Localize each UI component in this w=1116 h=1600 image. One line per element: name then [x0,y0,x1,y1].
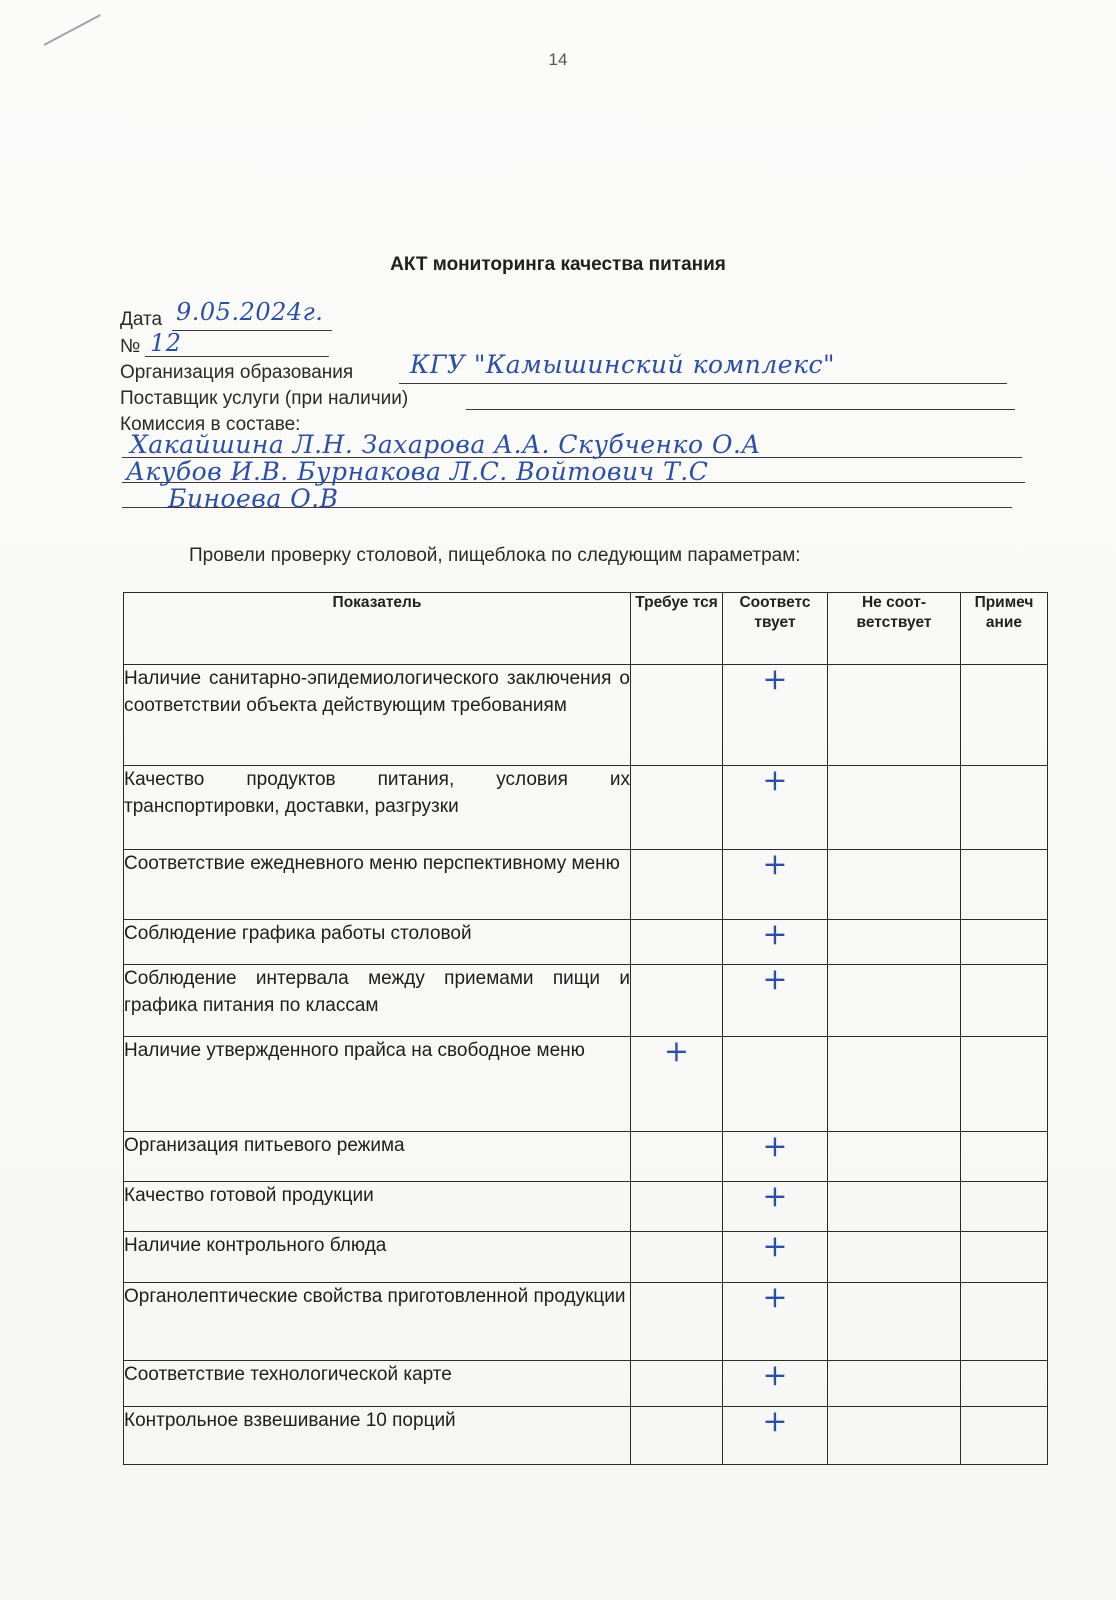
organization-label: Организация образования [120,362,354,383]
table-row [124,1132,1048,1182]
commission-line-2: Акубов И.В. Бурнакова Л.С. Войтович Т.С [126,457,709,486]
commission-line-3: Биноева О.В [168,484,339,513]
required-cell [631,1283,723,1361]
compliant-cell [723,1358,828,1407]
table-row [124,850,1048,920]
table-row [124,665,1048,766]
indicator-cell: Соблюдение интервала между приемами пищи и графика питания по классам [124,965,631,1037]
compliant-cell [723,1229,828,1283]
indicator-cell: Соответствие технологической карте [124,1361,631,1407]
commission-label: Комиссия в составе: [120,414,301,435]
indicator-cell: Соблюдение графика работы столовой [124,920,631,965]
compliant-cell [723,662,828,766]
required-cell [631,1034,723,1132]
noncompliant-cell [828,1132,961,1182]
compliant-cell [723,962,828,1037]
indicator-cell: Качество готовой продукции [124,1182,631,1232]
required-cell [631,1132,723,1182]
note-cell [961,665,1048,766]
indicator-cell: Контрольное взвешивание 10 порций [124,1407,631,1465]
table-row [124,1182,1048,1232]
intro-text: Провели проверку столовой, пищеблока по следующим параметрам: [189,545,801,566]
compliant-cell [723,917,828,965]
plus-mark-icon: + [762,917,788,952]
noncompliant-cell [828,920,961,965]
compliant-cell [723,847,828,920]
noncompliant-cell [828,1407,961,1465]
table-row [124,1361,1048,1407]
date-label: Дата [120,309,163,330]
table-row [124,965,1048,1037]
plus-mark-icon: + [762,1129,788,1164]
compliant-cell [723,1280,828,1361]
note-cell [961,1182,1048,1232]
plus-mark-icon: + [762,1280,788,1315]
noncompliant-cell [828,665,961,766]
note-cell [961,1132,1048,1182]
required-cell [631,1361,723,1407]
table-row [124,1407,1048,1465]
noncompliant-cell [828,850,961,920]
organization-value: КГУ "Камышинский комплекс" [410,350,836,379]
compliant-cell [723,1037,828,1132]
header-compliant: Соответс твует [723,593,828,665]
note-cell [961,1407,1048,1465]
plus-mark-icon: + [762,1404,788,1439]
noncompliant-cell [828,1182,961,1232]
compliant-cell [723,763,828,850]
plus-mark-icon: + [762,847,788,882]
plus-mark-icon: + [762,1358,788,1393]
plus-mark-icon: + [663,1034,690,1069]
plus-mark-icon: + [762,962,788,997]
commission-line-1: Хакайшина Л.Н. Захарова А.А. Скубченко О.А [130,430,761,459]
noncompliant-cell [828,965,961,1037]
plus-mark-icon: + [762,763,788,798]
note-cell [961,1037,1048,1132]
indicator-cell: Наличие санитарно-эпидемиологического заключения о соответствии объекта действующим требованиям [124,665,631,766]
indicator-cell: Организация питьевого режима [124,1132,631,1182]
note-cell [961,965,1048,1037]
required-cell [631,965,723,1037]
noncompliant-cell [828,1361,961,1407]
indicator-cell: Качество продуктов питания, условия их транспортировки, доставки, разгрузки [124,766,631,850]
page-number: 14 [548,50,568,69]
required-cell [631,665,723,766]
indicator-cell: Органолептические свойства приготовленной продукции [124,1283,631,1361]
parameters-table [123,592,1048,1465]
number-value: 12 [150,329,182,357]
note-cell [961,850,1048,920]
organization-underline [399,383,1007,384]
required-cell [631,1407,723,1465]
noncompliant-cell [828,766,961,850]
plus-mark-icon: + [762,662,788,697]
indicator-cell: Наличие утвержденного прайса на свободное меню [124,1037,631,1132]
compliant-cell [723,1404,828,1465]
date-underline [172,330,332,331]
noncompliant-cell [828,1232,961,1283]
required-cell [631,1232,723,1283]
note-cell [961,1361,1048,1407]
noncompliant-cell [828,1037,961,1132]
required-cell [631,920,723,965]
indicator-cell: Соответствие ежедневного меню перспективному меню [124,850,631,920]
table-row [124,920,1048,965]
note-cell [961,1283,1048,1361]
noncompliant-cell [828,1283,961,1361]
plus-mark-icon: + [762,1179,788,1214]
required-cell [631,850,723,920]
header-required: Требуе тся [631,593,723,665]
table-row [124,766,1048,850]
header-note: Примеч ание [961,593,1048,665]
required-cell [631,1182,723,1232]
header-noncompliant: Не соот-ветствует [828,593,961,665]
pen-stroke-mark [44,14,101,46]
note-cell [961,1232,1048,1283]
header-indicator: Показатель [124,593,631,665]
table-row [124,1283,1048,1361]
compliant-cell [723,1129,828,1182]
table-row [124,1037,1048,1132]
note-cell [961,766,1048,850]
document-title: АКТ мониторинга качества питания [390,254,726,275]
supplier-label: Поставщик услуги (при наличии) [120,388,409,409]
supplier-underline [466,409,1015,410]
plus-mark-icon: + [762,1229,788,1264]
compliant-cell [723,1179,828,1232]
indicator-cell: Наличие контрольного блюда [124,1232,631,1283]
required-cell [631,766,723,850]
number-label: № [120,336,141,357]
table-header-row [124,593,1048,665]
note-cell [961,920,1048,965]
table-row [124,1232,1048,1283]
date-value: 9.05.2024г. [176,298,324,326]
